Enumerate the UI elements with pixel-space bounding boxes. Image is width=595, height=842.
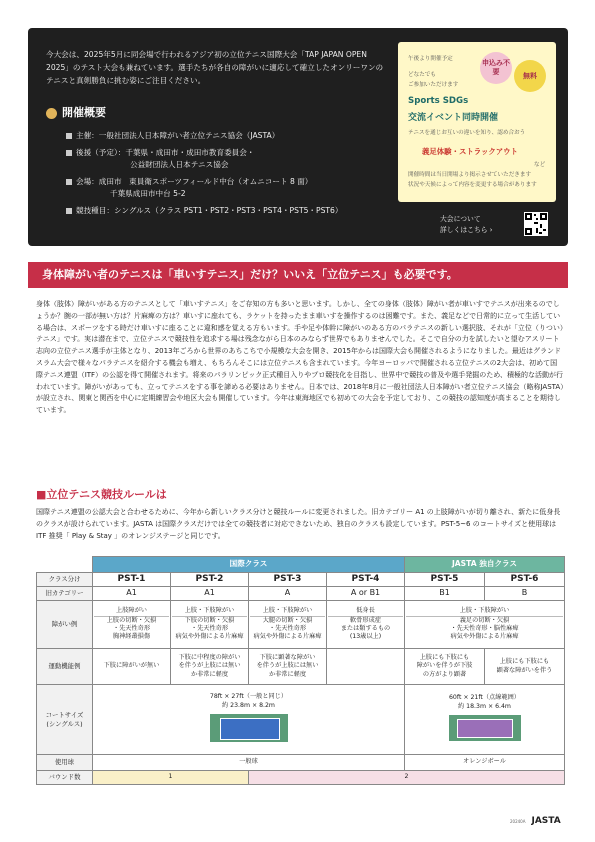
bounce-two: 2 xyxy=(249,771,565,785)
bullet-icon xyxy=(66,133,72,139)
class-pst6: PST-6 xyxy=(485,573,565,587)
exchange-event-promo: 午後より開催予定 どなたでも ご参加いただけます 申込み不要 無料 Sports SDGs 交流イベント同時開催 テニスを通じお互いの違いを知り、認め合おう 義足体験・ストラックアウト など 開催時間は当日開場より掲示させていただきます 状況や天候によって内容を変更する場合があります xyxy=(398,42,556,202)
outline-item: 主催：一般社団法人日本障がい者立位テニス協会（JASTA） xyxy=(66,130,406,143)
outline-item: 会場：成田市 東員衛スポーツフィールド中台（オムニコート 8 面） 千葉県成田市中台 5-2 xyxy=(66,176,406,201)
example-cell: 上肢障がい 上肢の切断・欠損 ・先天性奇形 胸神経叢損傷 xyxy=(93,601,171,649)
class-pst5: PST-5 xyxy=(405,573,485,587)
international-class-header: 国際クラス xyxy=(93,557,405,573)
class-pst1: PST-1 xyxy=(93,573,171,587)
full-court-icon xyxy=(210,714,288,742)
jasta-logo: 20240A JASTA xyxy=(510,816,561,826)
class-table: 国際クラス JASTA 独自クラス クラス分け PST-1 PST-2 PST-3 PST-4 PST-5 PST-6 旧カテゴリー A1 A1 A A or B1 B1 B 障がい例 上肢障がい 上肢の切断・欠損 ・先天性奇形 胸神経叢損傷 上肢・下肢障がい 下肢の切断・欠損 ・先天性奇形 病気や外傷による片麻痺 上肢・下肢障がい 大腿の切断・欠損 ・先天性奇形 病気や外傷による片麻痺 低身長 軟骨形成症 または類するもの (13歳以上) 上肢・下肢障がい 義足の切断・欠損 ・先天性奇形・脳性麻痺 病気や外傷による片麻痺 運動機能例 下肢に障がいが無い 下肢に中程度の障がい を伴うが上肢には無い か非常に軽度 下肢に顕著な障がい を伴うが上肢には無い か非常に軽度 上肢にも下肢にも 障がいを伴うが下肢 の方がより顕著 上肢にも下肢にも 顕著な障がいを伴う コートサイズ (シングルス) 78ft × 27ft（一般と同じ） 約 23.8m × 8.2m 60ft × 21ft（点線範囲） 約 18.3m × 6.4m 使用球 一般球 オレンジボール バウンド数 1 2 xyxy=(36,556,564,808)
qr-code-icon[interactable] xyxy=(524,212,548,236)
intro-text: 今大会は、2025年5月に同会場で行われるアジア初の立位テニス国際大会「TAP JAPAN OPEN 2025」のテスト大会も兼ねています。選手たちが各自の障がいに適応して確立したオンリーワンのテニスと真剣勝負に挑む姿にご注目ください。 xyxy=(46,50,384,85)
outline-item: 競技種目：シングルス（クラス PST1・PST2・PST3・PST4・PST5・PST6） xyxy=(66,205,406,218)
no-application-badge: 申込み不要 xyxy=(480,52,512,84)
outline-list xyxy=(66,130,406,221)
jsta-class-header: JASTA 独自クラス xyxy=(405,557,565,573)
ball-jsta: オレンジボール xyxy=(405,755,565,771)
outline-item: 後援（予定）：千葉県・成田市・成田市教育委員会・ 公益財団法人日本テニス協会 xyxy=(66,147,406,172)
bullet-icon xyxy=(66,150,72,156)
court-size-intl: 78ft × 27ft（一般と同じ） 約 23.8m × 8.2m xyxy=(93,685,405,755)
bounce-one: 1 xyxy=(93,771,249,785)
ball-intl: 一般球 xyxy=(93,755,405,771)
example-cell: 低身長 軟骨形成症 または類するもの (13歳以上) xyxy=(327,601,405,649)
free-badge: 無料 xyxy=(514,60,546,92)
class-pst3: PST-3 xyxy=(249,573,327,587)
example-cell: 上肢・下肢障がい 大腿の切断・欠損 ・先天性奇形 病気や外傷による片麻痺 xyxy=(249,601,327,649)
class-pst4: PST-4 xyxy=(327,573,405,587)
rules-text: 国際テニス連盟の公認大会と合わせるために、今年から新しいクラス分けと競技ルールに変更されました。旧カテゴリー A1 の上肢障がいが切り離され、新たに低身長のクラスが設けられています。JASTA は国際クラスだけでは全ての競技者に対応できないため、独自のクラスも設定しています。PST-5~6 のコートサイズと使用球は ITF 推奨「 Play & Stay 」のオレンジステージと同じです。 xyxy=(36,508,561,540)
bullet-icon xyxy=(66,208,72,214)
outline-heading: 開催概要 xyxy=(46,104,106,120)
class-pst2: PST-2 xyxy=(171,573,249,587)
body-text: 身体（肢体）障がいがある方のテニスとして「車いすテニス」をご存知の方も多いと思います。しかし、全ての身体（肢体）障がい者が車いすでテニスが出来るのでしょうか？腕の一部が無い方は？片麻痺の方は？車いすに座れても、ラケットを持ったまま車いすを操作するのは困難です。また、義足などで日常的に立って生活している場合は、スポーツをする時だけ車いすに座ることに違和感を覚える方もいます。手や足や体幹に障がいのある方のパラテニスの新しい選択肢、それが「立位（りつい）テニス」です。実は潜在まで、立位テニスで競技性を追求する場は残念ながら日本のみならず世界でもありませんでした。そこで自分の力を試したいと望むアスリート志向の立位テニス選手が主体となり、2013年ごろから世界のあちこちで小規模な大会を開き、2015年からは国際大会も開催されるようになりました。最近はグランドスラム大会で様々なパラテニスを紹介する機会も増え、もちろんそこには立位テニスも含まれています。今年ヨーロッパで開催される立位テニスの2大会は、初めて国際テニス連盟（ITF）の公認を得て開催されます。将来のパラリンピック正式種目入りやプロ競技化を目指し、世界中で競技の普及や選手発掘のため、積極的な活動が行われています。障がいがあっても、立ってテニスをする事を諦める必要はありません。日本では、2018年8月に一般社団法人日本障がい者立位テニス協会（略称JASTA）が設立され、関東と関西を中心に定期練習会や地区大会も開催しています。今年は東海地区でも初めての大会を予定しており、この競技の認知度が高まることを期待しています。 xyxy=(36,300,564,415)
example-cell: 上肢・下肢障がい 下肢の切断・欠損 ・先天性奇形 病気や外傷による片麻痺 xyxy=(171,601,249,649)
bullet-icon xyxy=(66,179,72,185)
tennis-ball-icon xyxy=(46,108,57,119)
rules-heading: ■立位テニス競技ルールは xyxy=(36,488,167,501)
orange-court-icon xyxy=(449,715,521,741)
court-size-jsta: 60ft × 21ft（点線範囲） 約 18.3m × 6.4m xyxy=(405,685,565,755)
example-cell: 上肢・下肢障がい 義足の切断・欠損 ・先天性奇形・脳性麻痺 病気や外傷による片麻痺 xyxy=(405,601,565,649)
more-info-link[interactable]: 大会について 詳しくはこちら › xyxy=(440,215,493,234)
headline-banner: 身体障がい者のテニスは「車いすテニス」だけ？いいえ「立位テニス」も必要です。 xyxy=(28,262,568,288)
